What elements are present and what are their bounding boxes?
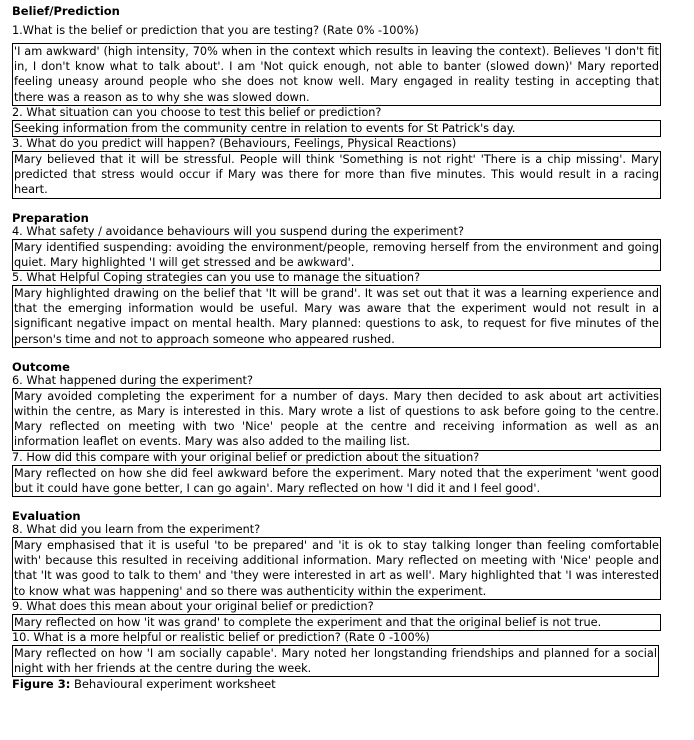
question-9: 9. What does this mean about your original belief or prediction? bbox=[12, 599, 374, 613]
question-3: 3. What do you predict will happen? (Behaviours, Feelings, Physical Reactions) bbox=[12, 137, 457, 151]
answer-8: Mary emphasised that it is useful 'to be prepared' and 'it is ok to stay talking longer than feeling comfortable with' because this resulted in receiving additional information. Mary reflected on meeting with 'Nice' people and that 'It was good to talk to them' and 'they were interested in art as well'. Mary highlighted that 'I was interested to know what was happening' and so there was authenticity within the experiment. bbox=[12, 537, 661, 600]
answer-3: Mary believed that it will be stressful. People will think 'Something is not right' 'There is a chip missing'. Mary predicted that stress would occur if Mary was there for more than five minutes. This would result in a racing heart. bbox=[12, 151, 661, 199]
answer-5: Mary highlighted drawing on the belief that 'It will be grand'. It was set out that it was a learning experience and that the emerging information would be useful. Mary was aware that the experiment would not result in a significant negative impact on mental health. Mary planned: questions to ask, to request for five minutes of the person's time and not to approach someone who appeared rushed. bbox=[12, 285, 661, 348]
question-4: 4. What safety / avoidance behaviours will you suspend during the experiment? bbox=[12, 224, 464, 238]
section-title-belief: Belief/Prediction bbox=[12, 4, 120, 18]
section-title-outcome: Outcome bbox=[12, 359, 70, 374]
question-8: 8. What did you learn from the experiment? bbox=[12, 523, 261, 537]
figure-caption-label: Figure 3: bbox=[12, 677, 71, 692]
figure-caption-text: Behavioural experiment worksheet bbox=[70, 677, 276, 692]
question-7: 7. How did this compare with your original belief or prediction about the situation? bbox=[12, 450, 480, 464]
section-title-preparation: Preparation bbox=[12, 210, 89, 225]
question-6: 6. What happened during the experiment? bbox=[12, 373, 253, 387]
answer-6: Mary avoided completing the experiment for a number of days. Mary then decided to ask about art activities within the centre, as Mary is interested in this. Mary wrote a list of questions to ask before going to the centre. Mary reflected on meeting with two 'Nice' people at the centre and receiving information as well as an information leaflet on events. Mary was also added to the mailing list. bbox=[12, 388, 661, 451]
answer-1: 'I am awkward' (high intensity, 70% when in the context which results in leaving the context). Believes 'I don't fit in, I don't know what to talk about'. I am 'Not quick enough, not able to banter (slowed down)' Mary reported feeling uneasy around people who she does not know well. Mary engaged in reality testing in accepting that there was a reason as to why she was slowed down. bbox=[12, 43, 661, 106]
figure-caption bbox=[12, 677, 682, 691]
answer-10: Mary reflected on how 'I am socially capable'. Mary noted her longstanding friendships and planned for a social night with her friends at the centre during the week. bbox=[12, 645, 659, 677]
answer-2: Seeking information from the community centre in relation to events for St Patrick's day. bbox=[12, 120, 661, 137]
question-2: 2. What situation can you choose to test this belief or prediction? bbox=[12, 105, 382, 119]
answer-7: Mary reflected on how she did feel awkward before the experiment. Mary noted that the experiment 'went good but it could have gone better, I can go again'. Mary reflected on how 'I did it and I feel good'. bbox=[12, 465, 661, 497]
question-1: 1.What is the belief or prediction that you are testing? (Rate 0% -100%) bbox=[12, 24, 419, 37]
answer-9: Mary reflected on how 'it was grand' to complete the experiment and that the original belief is not true. bbox=[12, 614, 661, 631]
section-title-evaluation: Evaluation bbox=[12, 509, 81, 524]
answer-4: Mary identified suspending: avoiding the environment/people, removing herself from the environment and going quiet. Mary highlighted 'I will get stressed and be awkward'. bbox=[12, 239, 661, 271]
question-10: 10. What is a more helpful or realistic belief or prediction? (Rate 0 -100%) bbox=[12, 631, 430, 645]
question-5: 5. What Helpful Coping strategies can you use to manage the situation? bbox=[12, 271, 421, 285]
